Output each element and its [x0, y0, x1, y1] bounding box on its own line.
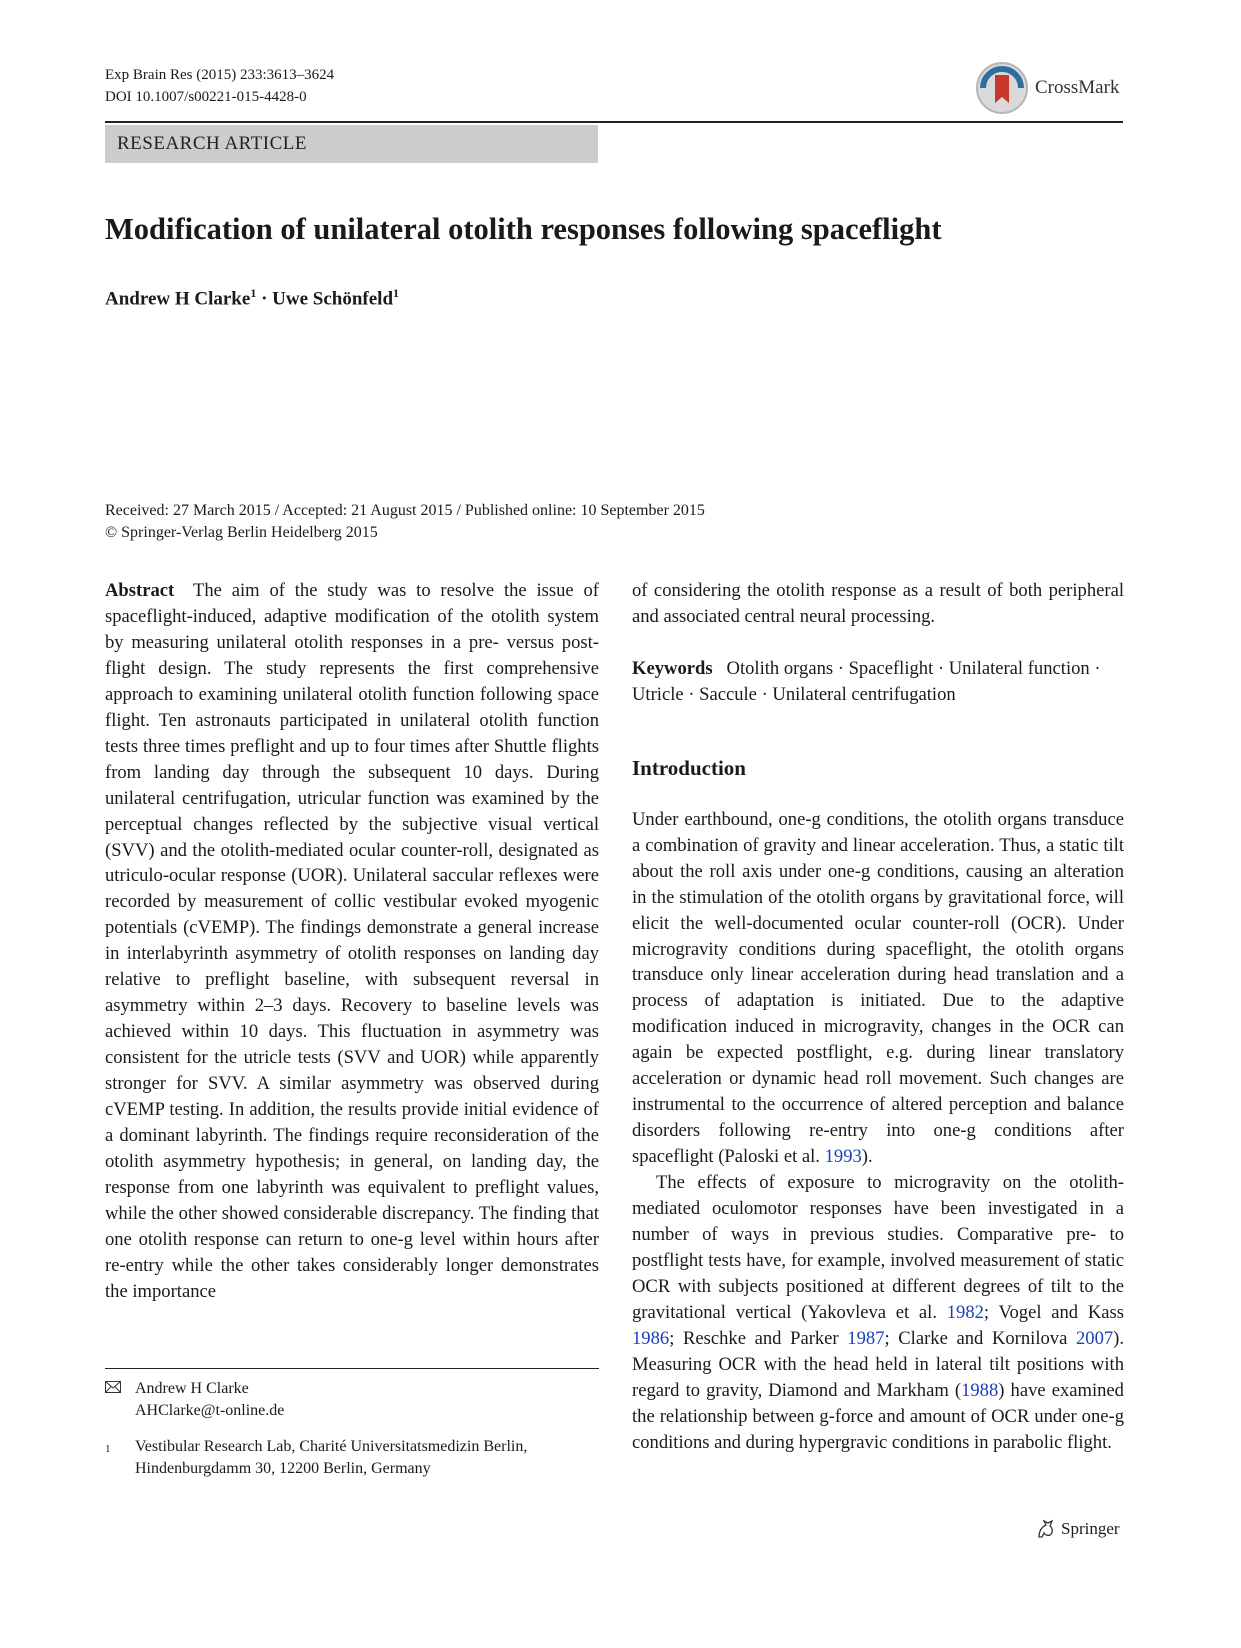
- author-name[interactable]: Uwe Schönfeld: [272, 288, 394, 310]
- citation-link[interactable]: 1993: [824, 1146, 862, 1168]
- crossmark-logo-icon: [975, 61, 1029, 115]
- footnotes: [105, 1378, 599, 1480]
- citation-link[interactable]: 1988: [961, 1379, 999, 1401]
- article-type-banner: RESEARCH ARTICLE: [105, 125, 598, 163]
- affiliation: [105, 1436, 599, 1480]
- publisher-name: Springer: [1061, 1519, 1120, 1538]
- abstract-label: Abstract: [105, 580, 175, 601]
- intro-paragraph-1: [632, 807, 1124, 1170]
- intro-text: ) have examined the relationship between g-force and amount of OCR under one-g conditions and during hypergravic conditions in parabolic flight.: [632, 1379, 1124, 1453]
- history-line: Received: 27 March 2015 / Accepted: 21 August 2015 / Published online: 10 September 2015: [105, 502, 705, 519]
- affiliation-line: Vestibular Research Lab, Charité Universitatsmedizin Berlin,: [135, 1438, 528, 1455]
- journal-line: Exp Brain Res (2015) 233:3613–3624: [105, 67, 335, 83]
- intro-paragraph-2: [632, 1170, 1124, 1455]
- intro-text: ; Reschke and Parker: [669, 1327, 848, 1349]
- envelope-icon: [105, 1378, 135, 1422]
- right-column: [632, 578, 1124, 1456]
- author-name[interactable]: Andrew H Clarke: [105, 288, 251, 310]
- introduction-heading: Introduction: [632, 755, 746, 780]
- affiliation-marker: 1: [250, 286, 257, 300]
- article-title: Modification of unilateral otolith responses following spaceflight: [105, 212, 942, 246]
- intro-text: ; Clarke and Kornilova: [884, 1327, 1076, 1349]
- affiliation-number: 1: [105, 1443, 111, 1455]
- intro-text: ).: [861, 1146, 873, 1168]
- affiliation-line: Hindenburgdamm 30, 12200 Berlin, Germany: [135, 1460, 431, 1477]
- intro-text: ; Vogel and Kass: [983, 1301, 1124, 1323]
- copyright-line: © Springer-Verlag Berlin Heidelberg 2015: [105, 524, 378, 541]
- contact-email[interactable]: AHClarke@t-online.de: [135, 1402, 285, 1419]
- citation-link[interactable]: 2007: [1075, 1327, 1114, 1349]
- abstract-paragraph: [105, 578, 599, 1305]
- author-separator: ·: [256, 288, 273, 310]
- springer-horse-icon: [1035, 1518, 1057, 1540]
- footnote-rule: [105, 1368, 599, 1369]
- corresponding-author: [105, 1378, 599, 1422]
- keywords-label: Keywords: [632, 657, 713, 679]
- journal-citation: [105, 64, 334, 108]
- citation-link[interactable]: 1986: [632, 1327, 670, 1349]
- doi-line[interactable]: DOI 10.1007/s00221-015-4428-0: [105, 89, 307, 105]
- affiliation-marker: 1: [393, 286, 400, 300]
- intro-text: ). Measuring OCR with the head held in lateral tilt positions with regard to gravity, Diamond and Markham (: [632, 1327, 1124, 1401]
- abstract-text: The aim of the study was to resolve the issue of spaceflight-induced, adaptive modification of the otolith system by measuring unilateral otolith responses in a pre- versus post-flight design. The study represents the first comprehensive approach to examining unilateral otolith function following space flight. Ten astronauts participated in unilateral otolith function tests three times preflight and up to four times after Shuttle flights from landing day through the subsequent 10 days. During unilateral centrifugation, utricular function was examined by the perceptual changes reflected by the subjective visual vertical (SVV) and the otolith-mediated ocular counter-roll, designated as utriculo-ocular response (UOR). Unilateral saccular reflexes were recorded by measurement of collic vestibular evoked myogenic potentials (cVEMP). The findings demonstrate a general increase in interlabyrinth asymmetry of otolith responses on landing day relative to preflight baseline, with subsequent reversal in asymmetry within 2–3 days. Recovery to baseline levels was achieved within 10 days. This fluctuation in asymmetry was consistent for the utricle tests (SVV and UOR) while apparently stronger for SVV. A similar asymmetry was observed during cVEMP testing. In addition, the results provide initial evidence of a dominant labyrinth. The findings require reconsideration of the otolith asymmetry hypothesis; in general, on landing day, the response from one labyrinth was equivalent to preflight values, while the other showed considerable discrepancy. The finding that one otolith response can return to one-g level within hours after re-entry while the other takes considerably longer demonstrates the importance: [105, 580, 599, 1302]
- citation-link[interactable]: 1982: [946, 1301, 984, 1323]
- publisher-logo: [1035, 1518, 1120, 1540]
- crossmark-badge[interactable]: [975, 60, 1123, 116]
- header-rule: [105, 121, 1123, 123]
- keywords-text: Otolith organs · Spaceflight · Unilateral function · Utricle · Saccule · Unilateral centrifugation: [632, 657, 1101, 705]
- crossmark-label: CrossMark: [1035, 77, 1120, 98]
- author-list: [105, 286, 399, 310]
- contact-name: Andrew H Clarke: [135, 1380, 249, 1397]
- intro-text: Under earthbound, one-g conditions, the otolith organs transduce a combination of gravity and linear acceleration. Thus, a static tilt about the roll axis under one-g conditions, causing an alteration in the stimulation of the otolith organs by gravitational force, will elicit the well-documented ocular counter-roll (OCR). Under microgravity conditions during spaceflight, the otolith organs transduce only linear acceleration during head translation and a process of adaptation is initiated. Due to the adaptive modification induced in microgravity, changes in the OCR can again be expected postflight, e.g. during linear translatory acceleration or dynamic head roll movement. Such changes are instrumental to the occurrence of altered perception and balance disorders following re-entry into one-g conditions after spaceflight (Paloski et al.: [632, 808, 1124, 1168]
- citation-link[interactable]: 1987: [847, 1327, 885, 1349]
- keywords-paragraph: [632, 656, 1124, 708]
- publication-dates: [105, 500, 705, 544]
- abstract-column: [105, 578, 599, 1305]
- intro-text: The effects of exposure to microgravity on the otolith-mediated oculomotor responses have been investigated in a number of ways in previous studies. Comparative pre- to postflight tests have, for example, involved measurement of static OCR with subjects positioned at different degrees of tilt to the gravitational vertical (Yakovleva et al.: [632, 1172, 1124, 1323]
- abstract-continuation: of considering the otolith response as a result of both peripheral and associated central neural processing.: [632, 580, 1124, 627]
